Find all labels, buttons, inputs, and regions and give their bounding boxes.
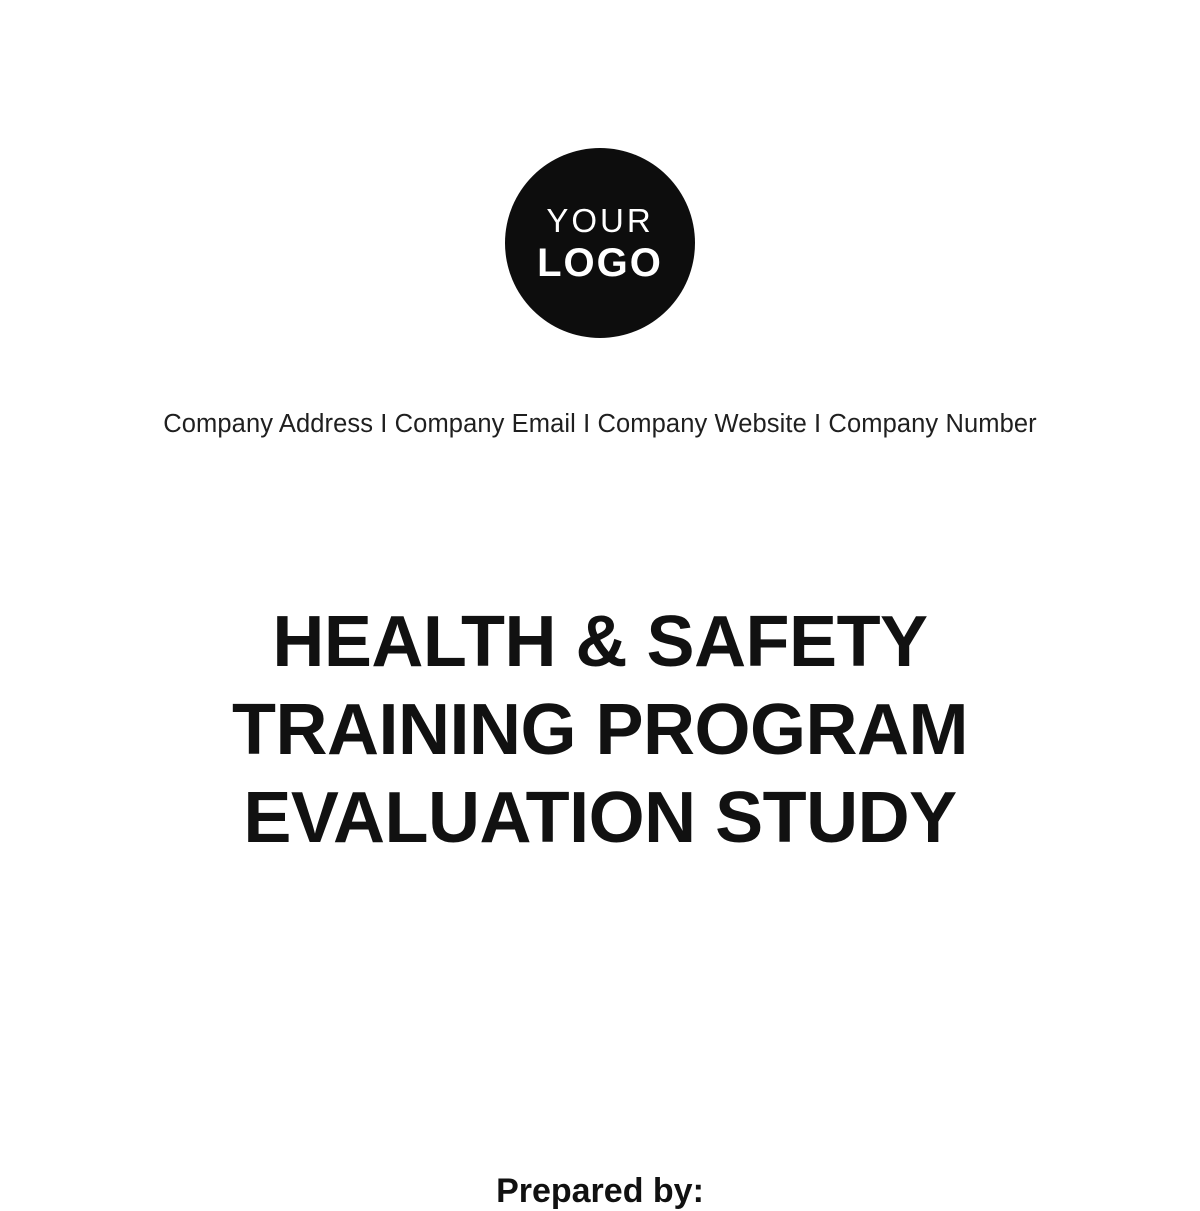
logo-text-line-2: LOGO — [537, 240, 663, 285]
company-logo — [505, 148, 695, 338]
logo-text-line-1: YOUR — [546, 201, 654, 239]
company-contact-line: Company Address I Company Email I Company Website I Company Number — [163, 410, 1037, 438]
prepared-by-label: Prepared by: — [496, 1172, 704, 1210]
page-title: HEALTH & SAFETY TRAINING PROGRAM EVALUATION STUDY — [232, 602, 968, 858]
